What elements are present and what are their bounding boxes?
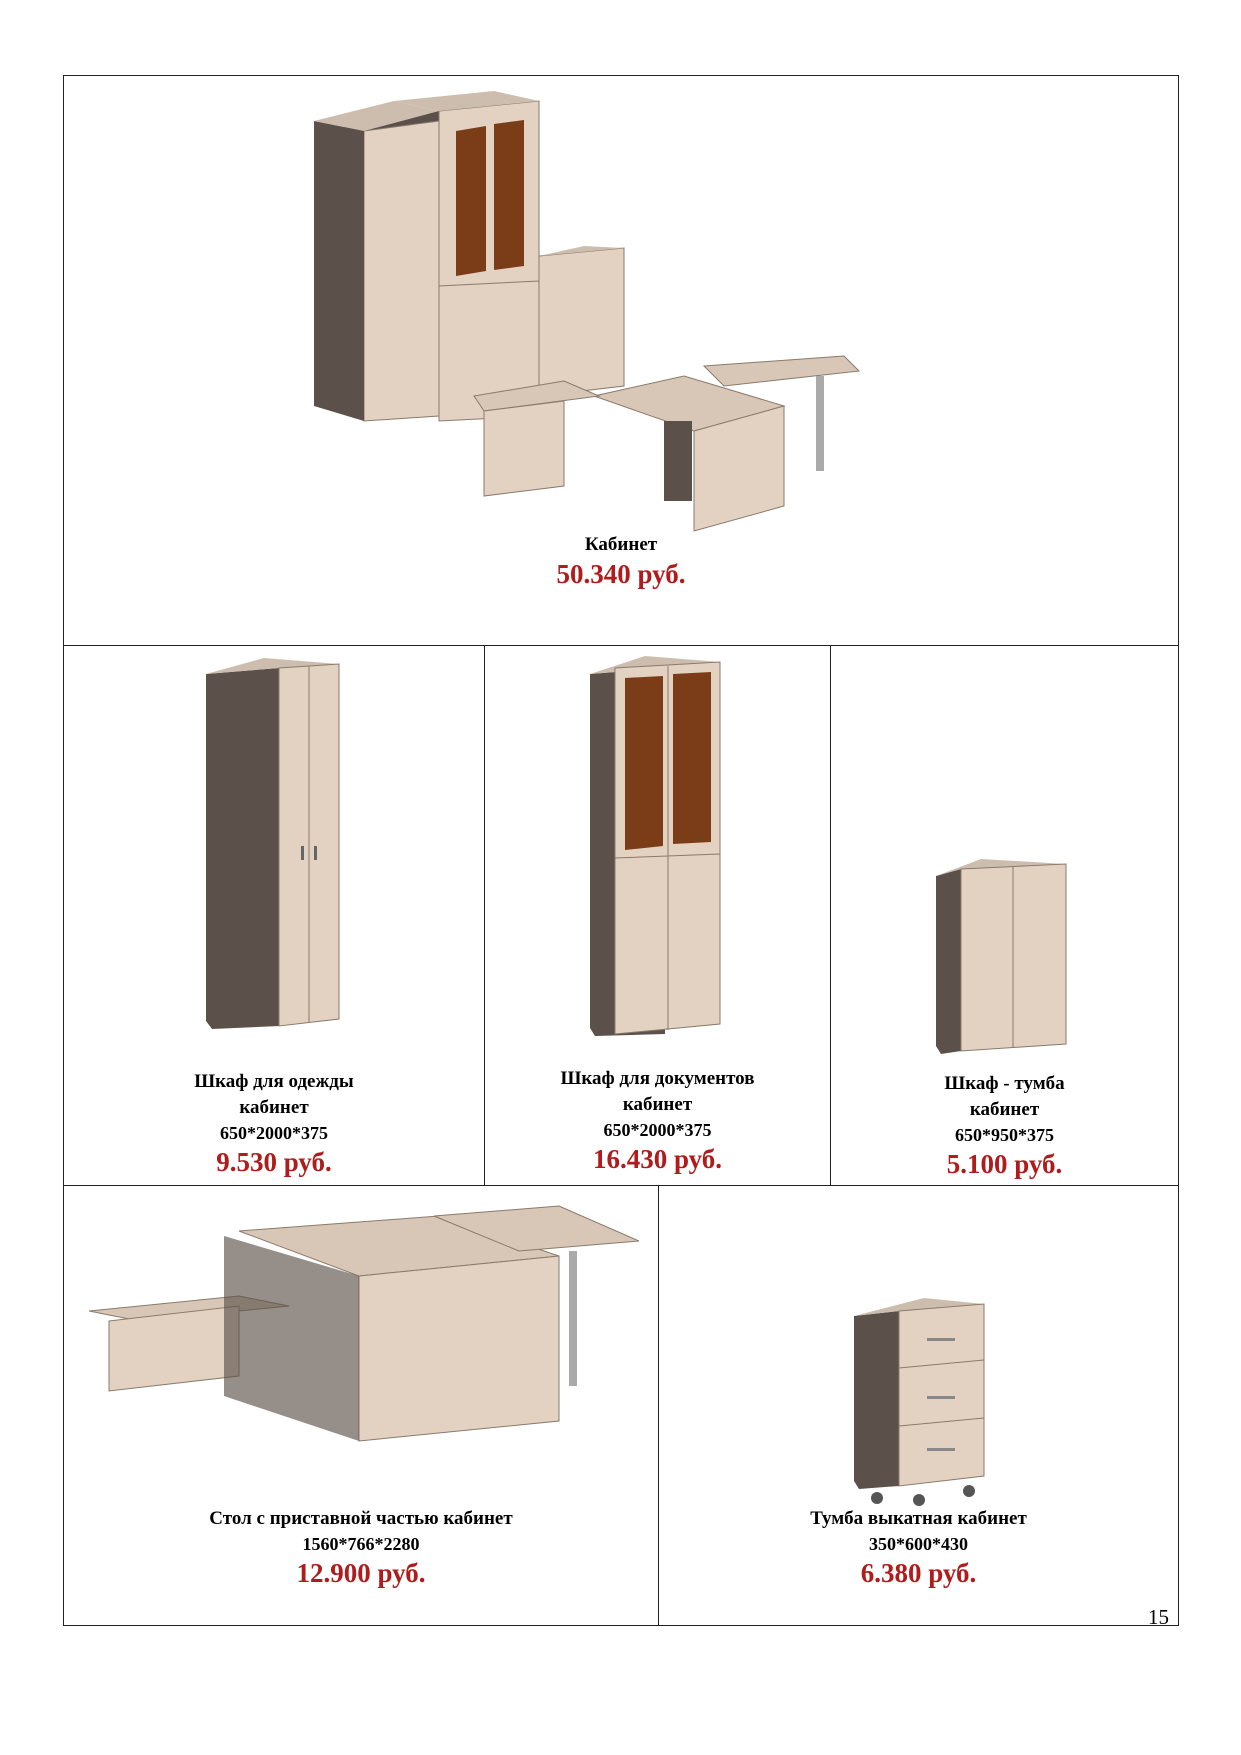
product-name-line2: кабинет <box>969 1099 1040 1120</box>
page-number: 15 <box>1148 1605 1169 1629</box>
product-cell-document-cabinet <box>484 645 831 1186</box>
product-dims: 350*600*430 <box>869 1534 968 1554</box>
product-name: Кабинет <box>584 534 658 555</box>
product-name: Стол с приставной частью кабинет <box>209 1508 513 1529</box>
product-dims: 650*2000*375 <box>220 1123 328 1143</box>
product-cell-low-cabinet <box>830 645 1179 1186</box>
product-dims: 650*2000*375 <box>603 1120 712 1140</box>
product-price: 50.340 руб. <box>556 559 686 589</box>
product-name-line1: Шкаф - тумба <box>944 1073 1065 1094</box>
product-price: 6.380 руб. <box>860 1558 977 1588</box>
product-cell-office-set <box>63 75 1179 646</box>
product-name-line1: Шкаф для одежды <box>194 1071 354 1092</box>
product-dims: 1560*766*2280 <box>302 1534 420 1554</box>
product-price: 12.900 руб. <box>296 1558 426 1588</box>
product-price: 5.100 руб. <box>946 1149 1063 1179</box>
product-name-line1: Шкаф для документов <box>560 1068 755 1089</box>
product-name-line2: кабинет <box>239 1097 309 1118</box>
product-dims: 650*950*375 <box>955 1125 1054 1145</box>
product-name: Тумба выкатная кабинет <box>810 1508 1027 1529</box>
product-name-line2: кабинет <box>622 1094 693 1115</box>
product-cell-wardrobe <box>63 645 485 1186</box>
product-price: 9.530 руб. <box>216 1147 332 1177</box>
product-cell-desk <box>63 1185 659 1626</box>
product-price: 16.430 руб. <box>592 1144 723 1174</box>
product-cell-pedestal <box>658 1185 1179 1626</box>
